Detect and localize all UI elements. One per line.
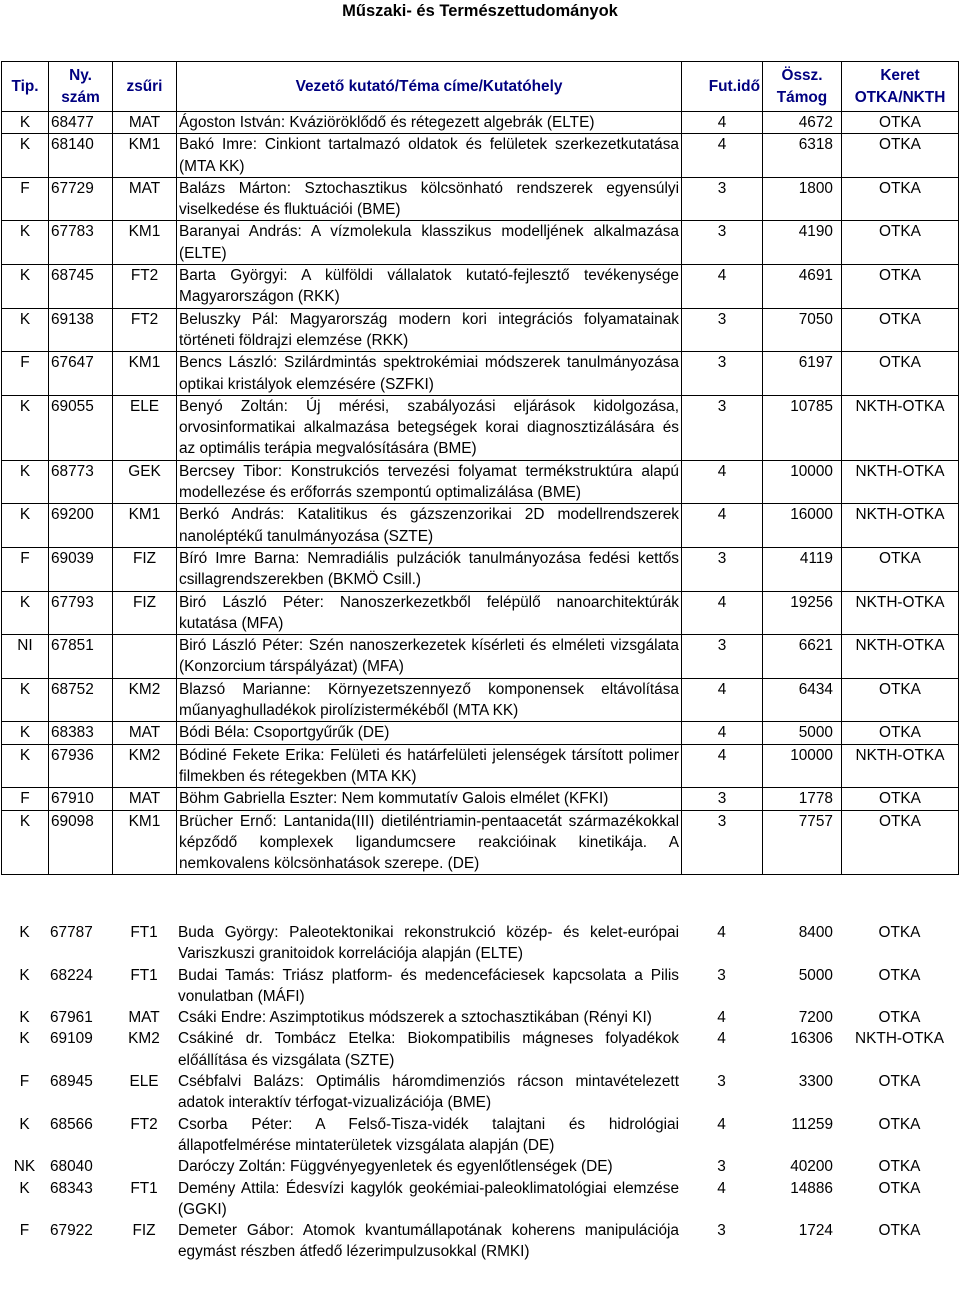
row-total: 4672 — [763, 112, 842, 134]
row-type: F — [2, 352, 49, 396]
row-panel: KM1 — [113, 810, 177, 875]
row-duration: 3 — [682, 352, 763, 396]
table-row — [1, 1028, 958, 1071]
row-type: K — [2, 678, 49, 722]
row-panel: FIZ — [113, 591, 177, 635]
row-duration: 4 — [682, 722, 763, 744]
row-type: K — [2, 504, 49, 548]
projects-table-continued — [1, 922, 958, 1263]
table-row — [2, 265, 959, 309]
row-type: F — [19, 1222, 30, 1240]
table-header-row — [2, 62, 959, 112]
row-project: Csáki Endre: Aszimptotikus módszerek a sztochasztikában (Rényi KI) — [178, 1009, 652, 1027]
row-fund: NKTH-OTKA — [842, 504, 959, 548]
row-fund: NKTH-OTKA — [842, 460, 959, 504]
table-row — [2, 112, 959, 134]
row-fund: OTKA — [842, 810, 959, 875]
table-row — [2, 678, 959, 722]
row-duration: 3 — [717, 966, 726, 984]
row-project: Bíró Imre Barna: Nemradiális pulzációk tanulmányozása fedési kettős csillagrendszerekben (BKMÖ Csill.) — [177, 547, 682, 591]
row-fund: OTKA — [842, 678, 959, 722]
row-panel: KM1 — [113, 134, 177, 178]
table-row — [2, 395, 959, 460]
row-total: 4190 — [763, 221, 842, 265]
row-number: 67787 — [50, 924, 93, 941]
row-fund: OTKA — [878, 924, 921, 941]
table-row — [2, 547, 959, 591]
row-type: K — [19, 924, 30, 941]
row-project: Böhm Gabriella Eszter: Nem kommutatív Galois elmélet (KFKI) — [177, 788, 682, 810]
row-fund: NKTH-OTKA — [842, 395, 959, 460]
row-fund: OTKA — [842, 112, 959, 134]
row-total: 19256 — [763, 591, 842, 635]
row-fund: OTKA — [842, 308, 959, 352]
row-total: 16306 — [790, 1030, 833, 1048]
row-total: 6197 — [763, 352, 842, 396]
row-fund: OTKA — [878, 1179, 921, 1197]
row-number: 67936 — [49, 744, 113, 788]
row-total: 8400 — [798, 924, 833, 941]
row-total: 5000 — [798, 966, 833, 984]
row-fund: NKTH-OTKA — [842, 591, 959, 635]
row-total: 1724 — [798, 1222, 833, 1240]
row-panel: MAT — [113, 788, 177, 810]
row-project: Demeter Gábor: Atomok kvantumállapotának koherens manipulációja egymást részben átfedő lézerimpulzusokkal (RMKI) — [178, 1222, 679, 1261]
projects-table — [1, 61, 959, 875]
row-project: Ágoston István: Kváziöröklődő és rétegezett algebrák (ELTE) — [177, 112, 682, 134]
table-row — [1, 922, 958, 965]
table-row — [1, 1156, 958, 1177]
row-total: 10000 — [763, 744, 842, 788]
row-type: F — [2, 547, 49, 591]
row-total: 3300 — [798, 1073, 833, 1091]
row-type: K — [2, 265, 49, 309]
row-type: K — [2, 112, 49, 134]
header-tip: Tip. — [2, 62, 49, 112]
row-fund: OTKA — [842, 352, 959, 396]
row-project: Bódi Béla: Csoportgyűrűk (DE) — [177, 722, 682, 744]
row-type: K — [19, 1009, 30, 1027]
header-keret: Keret OTKA/NKTH — [842, 62, 959, 112]
table-row — [2, 744, 959, 788]
row-panel: FIZ — [113, 547, 177, 591]
row-number: 67647 — [49, 352, 113, 396]
header-ossz: Össz. Támog — [763, 62, 842, 112]
row-duration: 4 — [682, 134, 763, 178]
row-panel: MAT — [113, 177, 177, 221]
row-number: 67793 — [49, 591, 113, 635]
row-duration: 4 — [717, 924, 726, 941]
row-duration: 4 — [682, 744, 763, 788]
row-duration: 3 — [682, 221, 763, 265]
table-row — [2, 635, 959, 679]
row-number: 69138 — [49, 308, 113, 352]
table-row — [1, 965, 958, 1008]
row-panel: FT2 — [113, 308, 177, 352]
row-project: Csébfalvi Balázs: Optimális háromdimenziós rácson mintavételezett adatok interaktív térfogat-vizualizációja (BME) — [178, 1073, 679, 1112]
row-type: K — [2, 134, 49, 178]
row-number: 68773 — [49, 460, 113, 504]
row-project: Daróczy Zoltán: Függvényegyenletek és egyenlőtlenségek (DE) — [178, 1158, 613, 1176]
row-project: Barta Györgyi: A külföldi vállalatok kutató-fejlesztő tevékenysége Magyarországon (RKK) — [177, 265, 682, 309]
row-duration: 3 — [682, 395, 763, 460]
row-fund: OTKA — [878, 1222, 921, 1240]
row-panel: KM2 — [128, 1030, 160, 1048]
row-number: 69098 — [49, 810, 113, 875]
row-total: 7757 — [763, 810, 842, 875]
row-number: 67910 — [49, 788, 113, 810]
table-row — [2, 591, 959, 635]
row-panel — [112, 1156, 176, 1177]
row-type: K — [2, 744, 49, 788]
row-number: 68040 — [50, 1158, 93, 1176]
row-duration: 4 — [682, 265, 763, 309]
header-futido: Fut.idő — [682, 62, 763, 112]
table-row — [2, 352, 959, 396]
row-type: NK — [13, 1158, 36, 1176]
row-total: 4119 — [763, 547, 842, 591]
row-type: K — [19, 966, 30, 984]
row-panel: FT1 — [130, 1179, 158, 1197]
row-type: F — [2, 177, 49, 221]
row-number: 67783 — [49, 221, 113, 265]
row-duration: 3 — [717, 1073, 726, 1091]
row-number: 67922 — [50, 1222, 93, 1240]
row-number: 69055 — [49, 395, 113, 460]
table-row — [2, 308, 959, 352]
row-number: 68343 — [50, 1179, 93, 1197]
row-project: Bencs László: Szilárdmintás spektrokémiai módszerek tanulmányozása optikai kristályok elemzésére (SZFKI) — [177, 352, 682, 396]
row-number: 67729 — [49, 177, 113, 221]
row-project: Budai Tamás: Triász platform- és medencefáciesek kapcsolata a Pilis vonulatban (MÁFI) — [178, 966, 679, 1005]
table-row — [2, 134, 959, 178]
row-fund: OTKA — [842, 788, 959, 810]
row-panel: MAT — [113, 112, 177, 134]
table-row — [1, 1007, 958, 1028]
row-project: Biró László Péter: Nanoszerkezetkből felépülő nanoarchitektúrák kutatása (MFA) — [177, 591, 682, 635]
row-panel: ELE — [129, 1073, 159, 1091]
row-type: K — [19, 1115, 30, 1133]
row-project: Balázs Márton: Sztochasztikus kölcsönható rendszerek egyensúlyi viselkedése és fluktuációi (BME) — [177, 177, 682, 221]
row-total: 7050 — [763, 308, 842, 352]
row-total: 6434 — [763, 678, 842, 722]
row-panel: KM1 — [113, 352, 177, 396]
row-duration: 3 — [682, 547, 763, 591]
table-row — [1, 1220, 958, 1263]
row-fund: NKTH-OTKA — [842, 635, 959, 679]
row-number: 67961 — [50, 1009, 93, 1027]
row-duration: 3 — [717, 1158, 726, 1176]
row-fund: OTKA — [878, 1073, 921, 1091]
row-number: 68566 — [50, 1115, 93, 1133]
row-duration: 3 — [682, 177, 763, 221]
row-project: Baranyai András: A vízmolekula klasszikus modelljének alkalmazása (ELTE) — [177, 221, 682, 265]
row-duration: 3 — [717, 1222, 726, 1240]
table-row — [2, 504, 959, 548]
table-row — [2, 722, 959, 744]
table-row — [2, 810, 959, 875]
row-type: K — [2, 810, 49, 875]
row-fund: OTKA — [878, 1158, 921, 1176]
row-total: 1800 — [763, 177, 842, 221]
row-panel: FT1 — [130, 966, 158, 984]
row-duration: 4 — [717, 1179, 726, 1197]
row-number: 69109 — [50, 1030, 93, 1048]
row-total: 1778 — [763, 788, 842, 810]
row-panel: KM2 — [113, 678, 177, 722]
row-panel: FT2 — [113, 265, 177, 309]
row-duration: 3 — [682, 635, 763, 679]
row-panel: FT1 — [130, 924, 158, 941]
table-row — [1, 1178, 958, 1221]
row-duration: 3 — [682, 810, 763, 875]
table-row — [1, 1071, 958, 1114]
row-total: 10000 — [763, 460, 842, 504]
row-fund: OTKA — [878, 1009, 921, 1027]
row-total: 7200 — [798, 1009, 833, 1027]
row-type: K — [2, 591, 49, 635]
row-panel: KM1 — [113, 504, 177, 548]
row-duration: 4 — [682, 112, 763, 134]
page-title: Műszaki- és Természettudományok — [342, 2, 618, 20]
row-total: 14886 — [790, 1179, 833, 1197]
row-total: 40200 — [790, 1158, 833, 1176]
row-duration: 4 — [717, 1115, 726, 1133]
row-type: K — [19, 1179, 30, 1197]
row-total: 5000 — [763, 722, 842, 744]
row-panel: KM2 — [113, 744, 177, 788]
table-row — [2, 460, 959, 504]
row-panel: MAT — [128, 1009, 160, 1027]
row-fund: OTKA — [842, 134, 959, 178]
row-project: Bódiné Fekete Erika: Felületi és határfelületi jelenségek társított polimer filmekben és rétegekben (MTA KK) — [177, 744, 682, 788]
row-total: 4691 — [763, 265, 842, 309]
row-number: 68752 — [49, 678, 113, 722]
row-duration: 4 — [717, 1009, 726, 1027]
row-total: 10785 — [763, 395, 842, 460]
row-fund: OTKA — [878, 966, 921, 984]
row-project: Berkó András: Katalitikus és gázszenzorikai 2D modellrendszerek nanoléptékű tanulmányozása (SZTE) — [177, 504, 682, 548]
row-fund: OTKA — [842, 177, 959, 221]
row-project: Brücher Ernő: Lantanida(III) dietiléntriamin-pentaacetát származékokkal képződő komplexek ligandumcsere reakcióinak kinetikája. A nemkovalens kölcsönhatások szerepe. (DE) — [177, 810, 682, 875]
row-fund: NKTH-OTKA — [855, 1030, 944, 1048]
row-panel: FT2 — [130, 1115, 158, 1133]
row-number: 68224 — [50, 966, 93, 984]
row-panel: MAT — [113, 722, 177, 744]
row-project: Csorba Péter: A Felső-Tisza-vidék talajtani és hidrológiai állapotfelmérése mintaterületek vizsgálata alapján (DE) — [178, 1115, 679, 1154]
row-total: 6621 — [763, 635, 842, 679]
row-number: 68140 — [49, 134, 113, 178]
row-type: K — [2, 460, 49, 504]
row-type: K — [2, 221, 49, 265]
row-number: 69039 — [49, 547, 113, 591]
row-number: 69200 — [49, 504, 113, 548]
row-fund: OTKA — [842, 722, 959, 744]
row-panel: FIZ — [132, 1222, 156, 1240]
row-panel: KM1 — [113, 221, 177, 265]
row-panel: ELE — [113, 395, 177, 460]
table-row — [2, 177, 959, 221]
row-fund: OTKA — [878, 1115, 921, 1133]
row-duration: 3 — [682, 788, 763, 810]
header-nyszam: Ny. szám — [49, 62, 113, 112]
row-number: 68745 — [49, 265, 113, 309]
row-project: Benyó Zoltán: Új mérési, szabályozási eljárások kidolgozása, orvosinformatikai alkalmazása betegségek korai diagnosztizálására és az optimális terápia megvalósítására (BME) — [177, 395, 682, 460]
row-panel — [113, 635, 177, 679]
table-row — [2, 788, 959, 810]
row-project: Bakó Imre: Cinkiont tartalmazó oldatok és felületek szerkezetkutatása (MTA KK) — [177, 134, 682, 178]
row-total: 6318 — [763, 134, 842, 178]
row-fund: OTKA — [842, 221, 959, 265]
row-duration: 4 — [717, 1030, 726, 1048]
header-vezeto: Vezető kutató/Téma címe/Kutatóhely — [177, 62, 682, 112]
row-fund: OTKA — [842, 265, 959, 309]
table-row — [2, 221, 959, 265]
row-type: K — [2, 395, 49, 460]
row-fund: OTKA — [842, 547, 959, 591]
row-total: 16000 — [763, 504, 842, 548]
row-duration: 4 — [682, 460, 763, 504]
row-duration: 3 — [682, 308, 763, 352]
row-fund: NKTH-OTKA — [842, 744, 959, 788]
row-number: 68945 — [50, 1073, 93, 1091]
row-project: Biró László Péter: Szén nanoszerkezetek kísérleti és elméleti vizsgálata (Konzorcium társpályázat) (MFA) — [177, 635, 682, 679]
row-panel: GEK — [113, 460, 177, 504]
row-number: 68477 — [49, 112, 113, 134]
row-duration: 4 — [682, 504, 763, 548]
row-type: NI — [2, 635, 49, 679]
table-row — [1, 1114, 958, 1157]
row-number: 67851 — [49, 635, 113, 679]
row-duration: 4 — [682, 678, 763, 722]
row-project: Csákiné dr. Tombácz Etelka: Biokompatibilis mágneses folyadékok előállítása és vizsgálata (SZTE) — [178, 1030, 679, 1069]
row-duration: 4 — [682, 591, 763, 635]
row-type: F — [19, 1073, 30, 1091]
row-project: Buda György: Paleotektonikai rekonstrukció közép- és kelet-európai Variszkuszi granitoidok korrelációja alapján (ELTE) — [178, 924, 679, 963]
row-project: Blazsó Marianne: Környezetszennyező komponensek eltávolítása műanyaghulladékok pirolízistermékéből (MTA KK) — [177, 678, 682, 722]
row-number: 68383 — [49, 722, 113, 744]
header-zsuri: zsűri — [113, 62, 177, 112]
row-type: K — [2, 722, 49, 744]
row-total: 11259 — [791, 1115, 833, 1133]
row-project: Beluszky Pál: Magyarország modern kori integrációs folyamatainak történeti földrajzi elemzése (RKK) — [177, 308, 682, 352]
row-project: Bercsey Tibor: Konstrukciós tervezési folyamat termékstruktúra alapú modellezése és erőforrás szempontú optimalizálása (BME) — [177, 460, 682, 504]
row-type: K — [2, 308, 49, 352]
row-project: Demény Attila: Édesvízi kagylók geokémiai-paleoklimatológiai elemzése (GGKI) — [178, 1179, 679, 1218]
row-type: K — [19, 1030, 30, 1048]
row-type: F — [2, 788, 49, 810]
